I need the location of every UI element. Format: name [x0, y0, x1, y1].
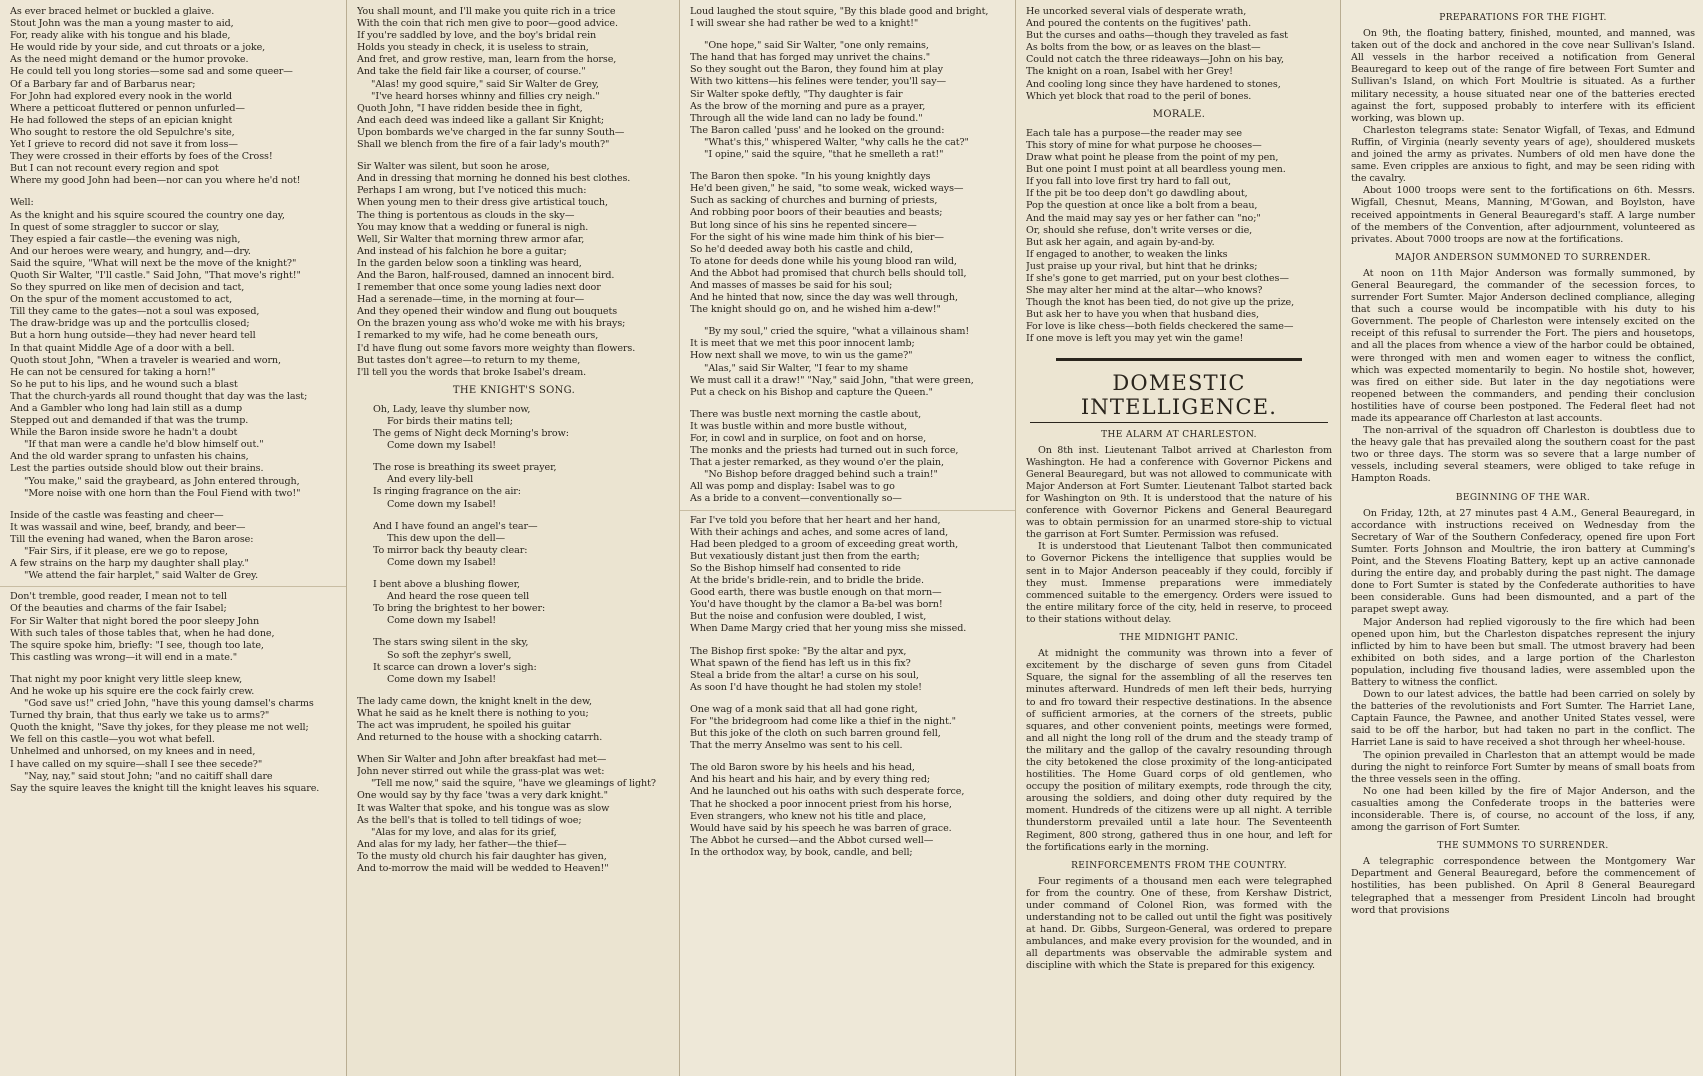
verse-line: As the knight and his squire scoured the country one day, — [10, 209, 285, 221]
verse-line: On the brazen young ass who'd woke me with his brays; — [357, 318, 626, 330]
article-paragraph: A telegraphic correspondence between the Montgomery War Department and General Beauregard, before the commencement of hostilities, has been published. On April 8 General Beauregard telegraphed that a messenger from President Lincoln had brought word that provisions — [1351, 856, 1695, 916]
poem-part-2 — [10, 591, 338, 795]
verse-line: He uncorked several vials of desperate wrath, — [1026, 6, 1247, 17]
verse-line: And fret, and grow restive, man, learn from the horse, — [357, 54, 617, 66]
article-paragraph: It is understood that Lieutenant Talbot then communicated to Governor Pickens the intelligence that supplies would be sent in to Major Anderson peaceably if they could, forcibly if they must. Immense preparations were immediately commenced suitable to the emergency. Orders were issued to the entire military force of the city, held in reserve, to proceed to their stations without delay. — [1026, 541, 1332, 625]
verse-line: And masses of masses be said for his soul; — [690, 279, 893, 291]
verse-line: Which yet block that road to the peril of bones. — [1026, 90, 1252, 102]
verse-line: And every lily-bell — [387, 474, 474, 486]
verse-line: Would have said by his speech he was barren of grace. — [690, 822, 952, 834]
verse-line: "If that man were a candle he'd blow himself out." — [24, 439, 264, 451]
verse-line: And the maid may say yes or her father can "no;" — [1026, 212, 1261, 224]
verse-line: We fell on this castle—you wot what befell. — [10, 734, 215, 746]
verse-line: Stout John was the man a young master to aid, — [10, 18, 234, 30]
verse-line: "By my soul," cried the squire, "what a villainous sham! — [704, 326, 970, 338]
article-paragraph: On 8th inst. Lieutenant Talbot arrived at Charleston from Washington. He had a conference with Governor Pickens and General Beauregard, but was not allowed to communicate with Major Anderson at Fort Sumter. Lieutenant Talbot started back for Washington on 9th. It is understood that the nature of his conference with Governor Pickens and General Beauregard was to obtain permission for an unarmed store-ship to victual the garrison at Fort Sumter. Permission was refused. — [1026, 444, 1332, 541]
verse-line: I remember that once some young ladies next door — [357, 282, 601, 294]
verse-line: So the Bishop himself had consented to ride — [690, 562, 901, 574]
verse-line: Where my good John had been—nor can you where he'd not! — [10, 175, 301, 187]
stanza-break — [373, 627, 671, 637]
verse-line: You shall mount, and I'll make you quite rich in a trice — [357, 6, 616, 17]
verse-line: "One hope," said Sir Walter, "one only remains, — [704, 40, 929, 52]
verse-line: Who sought to restore the old Sepulchre's site, — [10, 126, 235, 138]
verse-line: We must call it a draw!" "Nay," said John, "that were green, — [690, 374, 974, 386]
verse-line: Oh, Lady, leave thy slumber now, — [373, 403, 531, 415]
verse-line: I will swear she had rather be wed to a knight!" — [690, 18, 919, 30]
article-heading: BEGINNING OF THE WAR. — [1455, 492, 1591, 503]
verse-line: If you're saddled by love, and the boy's bridal rein — [357, 30, 597, 42]
verse-line: He had followed the steps of an epician knight — [10, 114, 233, 126]
stanza-break — [373, 569, 671, 579]
verse-line: Till the evening had waned, when the Baron arose: — [10, 533, 254, 545]
verse-line: As bolts from the bow, or as leaves on the blast— — [1026, 42, 1261, 54]
stanza-break — [690, 694, 1007, 704]
verse-line: They were crossed in their efforts by foes of the Cross! — [10, 151, 273, 163]
verse-line: Sir Walter was silent, but soon he arose, — [357, 161, 550, 173]
verse-line: For, in cowl and in surplice, on foot and on horse, — [690, 433, 927, 444]
article-paragraph: The non-arrival of the squadron off Charleston is doubtless due to the heavy gale that has prevailed along the southern coast for the past two or three days. The storm was so severe that a large number of vessels, including several steamers, were obliged to take refuge in Hampton Roads. — [1351, 425, 1695, 485]
verse-line: The lady came down, the knight knelt in the dew, — [357, 695, 592, 707]
verse-line: Quoth John, "I have ridden beside thee in fight, — [357, 102, 583, 114]
verse-line: And he launched out his oaths with such desperate force, — [690, 786, 965, 798]
verse-line: As the need might demand or the humor provoke. — [10, 54, 249, 66]
verse-line: Inside of the castle was feasting and cheer— — [10, 509, 224, 521]
verse-line: Well, Sir Walter that morning threw armor afar, — [357, 233, 585, 245]
verse-line: Say the squire leaves the knight till the knight leaves his square. — [10, 782, 320, 794]
verse-line: For the sight of his wine made him think of his bier— — [690, 231, 944, 243]
verse-line: Though the knot has been tied, do not give up the prize, — [1026, 297, 1295, 309]
stanza-break — [10, 187, 338, 197]
verse-line: I bent above a blushing flower, — [373, 579, 520, 591]
verse-line: And instead of his falchion he bore a guitar; — [357, 245, 567, 257]
stanza-break — [690, 636, 1007, 646]
verse-line: For Sir Walter that night bored the poor sleepy John — [10, 615, 260, 627]
verse-line: It is meet that we met this poor innocent lamb; — [690, 338, 915, 350]
poem-part-5 — [690, 6, 1007, 506]
article-paragraph: Down to our latest advices, the battle had been carried on solely by the batteries of the revolutionists and Fort Sumter. The Harriet Lane, Captain Faunce, the Pawnee, and another United States vessel, were said to be off the harbor, but had taken no part in the conflict. The Harriet Lane is said to have received a shot through her wheel-house. — [1351, 689, 1695, 749]
verse-line: The thing is portentous as clouds in the sky— — [357, 209, 575, 221]
verse-line: With their achings and aches, and some acres of land, — [690, 526, 949, 538]
verse-line: "I opine," said the squire, "that he smelleth a rat!" — [704, 149, 944, 161]
section-title: DOMESTIC INTELLIGENCE. — [1030, 371, 1328, 423]
verse-line: To atone for deeds done while his young blood ran wild, — [690, 255, 957, 267]
verse-line: She may alter her mind at the altar—who knows? — [1026, 285, 1263, 297]
verse-line: And cooling long since they have hardened to stones, — [1026, 78, 1281, 90]
verse-line: This story of mine for what purpose he chooses— — [1026, 139, 1262, 151]
verse-line: Well: — [10, 197, 34, 209]
verse-line: And robbing poor boors of their beauties and beasts; — [690, 207, 943, 219]
verse-line: While the Baron inside swore he hadn't a doubt — [10, 427, 238, 439]
verse-line: But the curses and oaths—though they traveled as fast — [1026, 30, 1288, 42]
verse-line: That night my poor knight very little sleep knew, — [10, 673, 243, 685]
verse-line: Quoth Sir Walter, "I'll castle." Said John, "That move's right!" — [10, 269, 301, 281]
verse-line: And to-morrow the maid will be wedded to Heaven!" — [357, 863, 609, 874]
poem-part-1 — [10, 6, 338, 582]
article-heading: THE SUMMONS TO SURRENDER. — [1437, 841, 1609, 852]
poem-part-4 — [357, 696, 671, 875]
verse-line: Had a serenade—time, in the morning at four— — [357, 294, 585, 306]
verse-line: Don't tremble, good reader, I mean not to tell — [10, 591, 227, 603]
article-paragraph: Four regiments of a thousand men each were telegraphed for from the country. One of these, from Kershaw District, under command of Colonel Rion, was formed with the understanding not to be called out until the fight was positively at hand. Dr. Gibbs, Surgeon-General, was ordered to prepare ambulances, and make every provision for the wounded, and in all departments was observable the admirable system and discipline with which the State is prepared for this exigency. — [1026, 875, 1332, 972]
verse-line: Even strangers, who knew not his title and place, — [690, 810, 927, 822]
verse-line: The draw-bridge was up and the portcullis closed; — [10, 318, 250, 330]
verse-line: Good earth, there was bustle enough on that morn— — [690, 587, 942, 599]
verse-line: As the brow of the morning and pure as a prayer, — [690, 100, 926, 112]
verse-line: A few strains on the harp my daughter shall play." — [10, 558, 249, 570]
verse-line: The Bishop first spoke: "By the altar and pyx, — [690, 645, 907, 657]
verse-line: Come down my Isabel! — [387, 440, 497, 452]
verse-line: One would say by thy face 'twas a very dark knight." — [357, 790, 608, 802]
verse-line: The monks and the priests had turned out in such force, — [690, 445, 959, 457]
column-3 — [679, 0, 1015, 1076]
verse-line: And poured the contents on the fugitives' path. — [1026, 18, 1252, 30]
column-1 — [0, 0, 346, 1076]
verse-line: And take the field fair like a courser, of course." — [357, 66, 586, 78]
article-paragraph: At noon on 11th Major Anderson was formally summoned, by General Beauregard, the commander of the secession forces, to surrender Fort Sumter. Major Anderson declined compliance, alleging that such a course would be incompatible with his duty to his Government. The people of Charleston were intensely excited on the receipt of this refusal to surrender the Fort. The piers and housetops, and all the places from whence a view of the harbor could be obtained, were thronged with men and women eager to witness the conflict, which was expected momentarily to begin. No hostile shot, however, was fired on either side. But later in the day negotiations were reopened between the commanders, and pending their conclusion hostilities have of course been postponed. The Federal fleet had not made its appearance off Charleston at last accounts. — [1351, 267, 1695, 424]
verse-line: "Fair Sirs, if it please, ere we go to repose, — [24, 546, 228, 558]
verse-line: But the noise and confusion were doubled, I wist, — [690, 611, 927, 623]
verse-line: Sir Walter spoke deftly, "Thy daughter is fair — [690, 88, 903, 100]
verse-line: In the orthodox way, by book, candle, and bell; — [690, 846, 913, 858]
stanza-break — [690, 30, 1007, 40]
verse-line: But long since of his sins he repented sincere— — [690, 219, 917, 231]
verse-line: So he put to his lips, and he wound such a blast — [10, 378, 238, 390]
verse-line: And he hinted that now, since the day was well through, — [690, 292, 958, 304]
verse-line: But one point I must point at all beardless young men. — [1026, 164, 1286, 176]
verse-line: "I've heard horses whinny and fillies cry neigh." — [371, 90, 600, 102]
verse-line: All was pomp and display: Isabel was to go — [690, 481, 895, 493]
verse-line: The squire spoke him, briefly: "I see, though too late, — [10, 639, 264, 651]
verse-line: Where a petticoat fluttered or pennon unfurled— — [10, 102, 245, 114]
verse-line: And a Gambler who long had lain still as a dump — [10, 403, 243, 414]
verse-line: But this joke of the cloth on such barren ground fell, — [690, 728, 941, 740]
verse-line: The Baron then spoke. "In his young knightly days — [690, 171, 931, 183]
verse-line: "Alas," said Sir Walter, "I fear to my shame — [704, 362, 909, 374]
song-title: THE KNIGHT'S SONG. — [452, 384, 576, 396]
verse-line: Come down my Isabel! — [387, 556, 497, 568]
poem-part-6 — [690, 515, 1007, 859]
article-paragraph: No one had been killed by the fire of Major Anderson, and the casualties among the Confederate troops in the batteries were inconsiderable. There is, of course, no account of the loss, if any, among the garrison of Fort Sumter. — [1351, 785, 1695, 834]
article-heading: THE ALARM AT CHARLESTON. — [1101, 429, 1257, 440]
verse-line: As the bell's that is tolled to tell tidings of woe; — [357, 814, 582, 826]
verse-line: In quest of some straggler to succor or slay, — [10, 221, 220, 233]
verse-line: In the garden below soon a tinkling was heard, — [357, 257, 582, 269]
verse-line: He would ride by your side, and cut throats or a joke, — [10, 42, 266, 54]
verse-line: In that quaint Middle Age of a door with a bell. — [10, 342, 235, 354]
article-paragraph: On 9th, the floating battery, finished, mounted, and manned, was taken out of the dock and anchored in the cove near Sullivan's Island. All vessels in the harbor received a notification from General Beauregard to keep out of the range of fire between Fort Sumter and Sullivan's Island, on which Fort Moultrie is situated. As a further military necessity, a house situated near one of the batteries erected against the fort, supposed probably to interfere with its efficient working, was blown up. — [1351, 28, 1695, 124]
article-paragraph: Charleston telegrams state: Senator Wigfall, of Texas, and Edmund Ruffin, of Virginia (nearly seventy years of age), shouldered muskets and joined the army as privates. Numbers of old men have done the same. Even cripples are anxious to fight, and may be seen riding with the cavalry. — [1351, 124, 1695, 185]
verse-line: And the old warder sprang to unfasten his chains, — [10, 451, 249, 463]
verse-line: So they spurred on like men of decision and tact, — [10, 282, 245, 294]
verse-line: For birds their matins tell; — [387, 416, 513, 427]
verse-line: The gems of Night deck Morning's brow: — [373, 428, 569, 440]
verse-line: And the Abbot had promised that church bells should toll, — [690, 267, 967, 279]
stanza-break — [690, 316, 1007, 326]
verse-line: Loud laughed the stout squire, "By this blade good and bright, — [690, 6, 989, 17]
verse-line: Yet I grieve to record did not save it from loss— — [10, 139, 238, 151]
verse-line: "More noise with one horn than the Foul Fiend with two!" — [24, 487, 301, 499]
verse-line: This castling was wrong—it will end in a mate." — [10, 651, 238, 663]
stanza-break — [10, 500, 338, 510]
verse-line: That the church-yards all round thought that day was the last; — [10, 390, 308, 402]
verse-line: Steal a bride from the altar! a curse on his soul, — [690, 669, 919, 681]
column-4 — [1015, 0, 1340, 1076]
verse-line: "Alas! my good squire," said Sir Walter de Grey, — [371, 78, 599, 90]
verse-line: That the merry Anselmo was sent to his cell. — [690, 740, 903, 752]
morale-title: MORALE. — [1152, 108, 1206, 120]
verse-line: Each tale has a purpose—the reader may see — [1026, 127, 1242, 139]
verse-line: Holds you steady in check, it is useless to strain, — [357, 42, 589, 54]
verse-line: Quoth stout John, "When a traveler is wearied and worn, — [10, 354, 281, 366]
article-paragraph: About 1000 troops were sent to the fortifications on 6th. Messrs. Wigfall, Chesnut, Means, Manning, M'Gowan, and Boylston, have received appointments in General Beauregard's staff. A large number of the members of the Convention, after adjournment, volunteered as privates. About 7000 troops are now at the fortifications. — [1351, 185, 1695, 245]
verse-line: "You make," said the graybeard, as John entered through, — [24, 475, 300, 487]
verse-line: With the coin that rich men give to poor—good advice. — [357, 18, 618, 30]
verse-line: Or, should she refuse, don't write verses or die, — [1026, 224, 1253, 236]
verse-line: This dew upon the dell— — [387, 532, 506, 544]
verse-line: But a horn hung outside—they had never heard tell — [10, 330, 256, 342]
verse-line: Could not catch the three rideaways—John on his bay, — [1026, 54, 1284, 66]
verse-line: When Sir Walter and John after breakfast had met— — [357, 754, 607, 766]
verse-line: Draw what point he please from the point of my pen, — [1026, 152, 1279, 164]
verse-line: Come down my Isabel! — [387, 498, 497, 510]
verse-line: "What's this," whispered Walter, "why calls he the cat?" — [704, 136, 969, 148]
verse-line: Lest the parties outside should blow out their brains. — [10, 463, 264, 475]
verse-line: And in dressing that morning he donned his best clothes. — [357, 173, 631, 185]
article-heading: REINFORCEMENTS FROM THE COUNTRY. — [1071, 860, 1287, 871]
verse-line: It was wassail and wine, beef, brandy, and beer— — [10, 521, 246, 533]
article-heading: PREPARATIONS FOR THE FIGHT. — [1439, 13, 1607, 23]
verse-line: To bring the brightest to her bower: — [373, 603, 546, 615]
verse-line: To mirror back thy beauty clear: — [373, 544, 528, 556]
verse-line: If you fall into love first try hard to fall out, — [1026, 176, 1231, 188]
verse-line: So soft the zephyr's swell, — [387, 649, 512, 661]
verse-line: Unhelmed and unhorsed, on my knees and in need, — [10, 746, 256, 758]
verse-line: Shall we blench from the fire of a fair lady's mouth?" — [357, 139, 610, 151]
verse-line: And the Baron, half-roused, damned an innocent bird. — [357, 269, 615, 281]
verse-line: Turned thy brain, that thus early we take us to arms?" — [10, 710, 270, 722]
column-5 — [1340, 0, 1703, 1076]
stanza-break — [357, 151, 671, 161]
article-paragraph: The opinion prevailed in Charleston that an attempt would be made during the night to reinforce Fort Sumter by means of small boats from the three vessels seen in the offing. — [1351, 749, 1695, 785]
article-heading: MAJOR ANDERSON SUMMONED TO SURRENDER. — [1395, 252, 1651, 263]
verse-line: "No Bishop before dragged behind such a train!" — [704, 469, 938, 481]
column-2 — [346, 0, 679, 1076]
verse-line: If engaged to another, to weaken the links — [1026, 248, 1228, 260]
verse-line: But ask her again, and again by-and-by. — [1026, 236, 1215, 248]
verse-line: Stepped out and demanded if that was the trump. — [10, 415, 249, 427]
verse-line: And he woke up his squire ere the cock fairly crew. — [10, 685, 255, 697]
section-rule — [1056, 358, 1302, 361]
verse-line: So he'd deeded away both his castle and child, — [690, 243, 913, 255]
verse-line: With two kittens—his felines were tender, you'll say— — [690, 76, 947, 88]
verse-line: And they opened their window and flung out bouquets — [357, 306, 618, 318]
verse-line: It scarce can drown a lover's sigh: — [373, 661, 537, 673]
verse-line: Such as sacking of churches and burning of priests, — [690, 195, 938, 207]
verse-line: The act was imprudent, he spoiled his guitar — [357, 719, 571, 731]
verse-line: Perhaps I am wrong, but I've noticed this much: — [357, 185, 587, 197]
stanza-break — [357, 744, 671, 754]
verse-line: Of the beauties and charms of the fair Isabel; — [10, 603, 227, 615]
verse-line: And each deed was indeed like a gallant Sir Knight; — [357, 114, 605, 126]
verse-line: And alas for my lady, her father—the thief— — [357, 838, 567, 850]
verse-line: What spawn of the fiend has left us in this fix? — [690, 657, 911, 669]
stanza-break — [373, 452, 671, 462]
verse-line: Till they came to the gates—not a soul was exposed, — [10, 306, 260, 318]
verse-line: "God save us!" cried John, "have this young damsel's charms — [24, 698, 314, 710]
poem-part-7 — [1026, 6, 1332, 103]
verse-line: The Baron called 'puss' and he looked on the ground: — [690, 124, 945, 136]
verse-line: Pop the question at once like a bolt from a beau, — [1026, 200, 1258, 212]
verse-line: Just praise up your rival, but hint that he drinks; — [1026, 260, 1258, 272]
verse-line: When young men to their dress give artistical touch, — [357, 197, 608, 209]
article-paragraph: Major Anderson had replied vigorously to the fire which had been opened upon him, but the Charleston dispatches represent the injury inflicted by him to have been but small. The utmost bravery had been exhibited on both sides, and a large portion of the Charleston population, including five thousand ladies, were assembled upon the Battery to witness the conflict. — [1351, 616, 1695, 688]
verse-line: He can not be censured for taking a horn!" — [10, 366, 216, 378]
verse-line: And heard the rose queen tell — [387, 591, 530, 603]
verse-line: For love is like chess—both fields checkered the same— — [1026, 321, 1294, 333]
column-divider — [680, 510, 1015, 511]
verse-line: If one move is left you may yet win the game! — [1026, 333, 1244, 345]
verse-line: I'll tell you the words that broke Isabel's dream. — [357, 366, 587, 378]
morale-verse — [1026, 128, 1332, 346]
verse-line: Far I've told you before that her heart and her hand, — [690, 514, 941, 526]
stanza-break — [690, 161, 1007, 171]
verse-line: To the musty old church his fair daughter has given, — [357, 850, 607, 862]
verse-line: "Tell me now," said the squire, "have we gleamings of light? — [371, 778, 656, 790]
verse-line: I'd have flung out some favors more weighty than flowers. — [357, 342, 636, 354]
verse-line: The hand that has forged may unrivet the chains." — [690, 52, 931, 64]
stanza-break — [690, 752, 1007, 762]
verse-line: It was bustle within and more bustle without, — [690, 420, 907, 432]
stanza-break — [10, 664, 338, 674]
article-heading: THE MIDNIGHT PANIC. — [1119, 633, 1239, 644]
stanza-break — [373, 511, 671, 521]
verse-line: "Nay, nay," said stout John; "and no caitiff shall dare — [24, 770, 273, 782]
verse-line: So they sought out the Baron, they found him at play — [690, 64, 943, 76]
verse-line: When Dame Margy cried that her young miss she missed. — [690, 623, 967, 635]
verse-line: But I can not recount every region and spot — [10, 163, 219, 175]
verse-line: One wag of a monk said that all had gone right, — [690, 703, 918, 715]
verse-line: Come down my Isabel! — [387, 673, 497, 685]
verse-line: Had been pledged to a groom of exceeding great worth, — [690, 538, 959, 550]
verse-line: They espied a fair castle—the evening was nigh, — [10, 233, 241, 245]
verse-line: John never stirred out while the grass-plat was wet: — [357, 766, 605, 778]
verse-line: You'd have thought by the clamor a Ba-bel was born! — [690, 599, 943, 611]
verse-line: He could tell you long stories—some sad and some queer— — [10, 66, 293, 78]
verse-line: There was bustle next morning the castle about, — [690, 408, 922, 420]
verse-line: With such tales of those tables that, when he had done, — [10, 627, 275, 639]
verse-line: Said the squire, "What will next be the move of the knight?" — [10, 257, 297, 269]
verse-line: But vexatiously distant just then from the earth; — [690, 550, 920, 562]
verse-line: As ever braced helmet or buckled a glaive. — [10, 6, 215, 17]
verse-line: If she's gone to get married, put on your best clothes— — [1026, 272, 1289, 284]
stanza-break — [690, 399, 1007, 409]
verse-line: He'd been given," he said, "to some weak, wicked ways— — [690, 183, 964, 195]
verse-line: Of a Barbary far and of Barbarus near; — [10, 78, 196, 90]
verse-line: It was Walter that spoke, and his tongue was as slow — [357, 802, 610, 814]
verse-line: That he shocked a poor innocent priest from his horse, — [690, 798, 952, 810]
poem-part-3 — [357, 6, 671, 379]
verse-line: And returned to the house with a shocking catarrh. — [357, 732, 603, 744]
verse-line: Come down my Isabel! — [387, 615, 497, 627]
verse-line: I have called on my squire—shall I see thee secede?" — [10, 758, 263, 770]
verse-line: You may know that a wedding or funeral is nigh. — [357, 221, 589, 233]
verse-line: And his heart and his hair, and by every thing red; — [690, 774, 931, 786]
verse-line: Upon bombards we've charged in the far sunny South— — [357, 126, 625, 138]
verse-line: "Alas for my love, and alas for its grief, — [371, 826, 557, 838]
verse-line: For, ready alike with his tongue and his blade, — [10, 30, 231, 42]
article-paragraph: On Friday, 12th, at 27 minutes past 4 A.M., General Beauregard, in accordance with instructions received on Wednesday from the Secretary of War of the Southern Confederacy, opened fire upon Fort Sumter. Forts Johnson and Moultrie, the iron battery at Cumming's Point, and the Stevens Floating Battery, kept up an active cannonade during the entire day, and probably during the past night. The damage done to Fort Sumter is stated by the Confederate authorities to have been considerable. Guns had been dismounted, and a part of the parapet swept away. — [1351, 507, 1695, 616]
verse-line: The old Baron swore by his heels and his head, — [690, 762, 915, 774]
verse-line: I remarked to my wife, had he come beneath ours, — [357, 330, 599, 342]
verse-line: For "the bridegroom had come like a thief in the night." — [690, 715, 956, 727]
verse-line: The rose is breathing its sweet prayer, — [373, 462, 557, 474]
verse-line: For John had explored every nook in the world — [10, 90, 232, 102]
article-paragraph: At midnight the community was thrown into a fever of excitement by the discharge of seven guns from Citadel Square, the signal for the assembling of all the reserves ten minutes afterward. Hundreds of men left their beds, hurrying to and fro toward their respective destinations. In the absence of sufficient armories, at the corners of the streets, public squares, and other convenient points, meetings were formed, and all night the long roll of the drum and the steady tramp of the military and the gallop of the cavalry resounding through the city betokened the close proximity of the long-anticipated hostilities. The Home Guard corps of old gentlemen, who occupy the position of military exempts, rode through the city, arousing the soldiers, and doing other duty required by the moment. Hundreds of the citizens were up all night. A terrible thunderstorm prevailed until a late hour. The Seventeenth Regiment, 800 strong, gathered thus in one hour, and left for the fortifications early in the morning. — [1026, 648, 1332, 853]
verse-line: Quoth the knight, "Save thy jokes, for they please me not well; — [10, 722, 309, 734]
verse-line: Through all the wide land can no lady be found." — [690, 112, 923, 124]
verse-line: The knight should go on, and he wished him a-dew!" — [690, 304, 941, 316]
verse-line: "We attend the fair harplet," said Walter de Grey. — [24, 570, 259, 582]
verse-line: But ask her to have you when that husband dies, — [1026, 309, 1259, 321]
verse-line: And our heroes were weary, and hungry, and—dry. — [10, 245, 251, 257]
verse-line: At the bride's bridle-rein, and to bridle the bride. — [690, 575, 924, 587]
verse-line: And I have found an angel's tear— — [373, 520, 538, 532]
verse-line: As soon I'd have thought he had stolen my stole! — [690, 681, 922, 693]
verse-line: The knight on a roan, Isabel with her Grey! — [1026, 66, 1233, 78]
verse-line: The Abbot he cursed—and the Abbot cursed well— — [690, 834, 934, 846]
knights-song — [357, 404, 671, 686]
verse-line: How next shall we move, to win us the game?" — [690, 350, 913, 362]
verse-line: Put a check on his Bishop and capture the Queen." — [690, 386, 933, 398]
verse-line: On the spur of the moment accustomed to act, — [10, 294, 233, 306]
verse-line: That a jester remarked, as they wound o'er the plain, — [690, 457, 944, 469]
column-divider — [0, 586, 346, 587]
verse-line: What he said as he knelt there is nothing to you; — [357, 707, 589, 719]
verse-line: But tastes don't agree—to return to my theme, — [357, 354, 581, 366]
verse-line: Is ringing fragrance on the air: — [373, 486, 521, 498]
verse-line: If the pit be too deep don't go dawdling about, — [1026, 188, 1248, 200]
verse-line: As a bride to a convent—conventionally so— — [690, 493, 902, 505]
verse-line: The stars swing silent in the sky, — [373, 637, 529, 649]
